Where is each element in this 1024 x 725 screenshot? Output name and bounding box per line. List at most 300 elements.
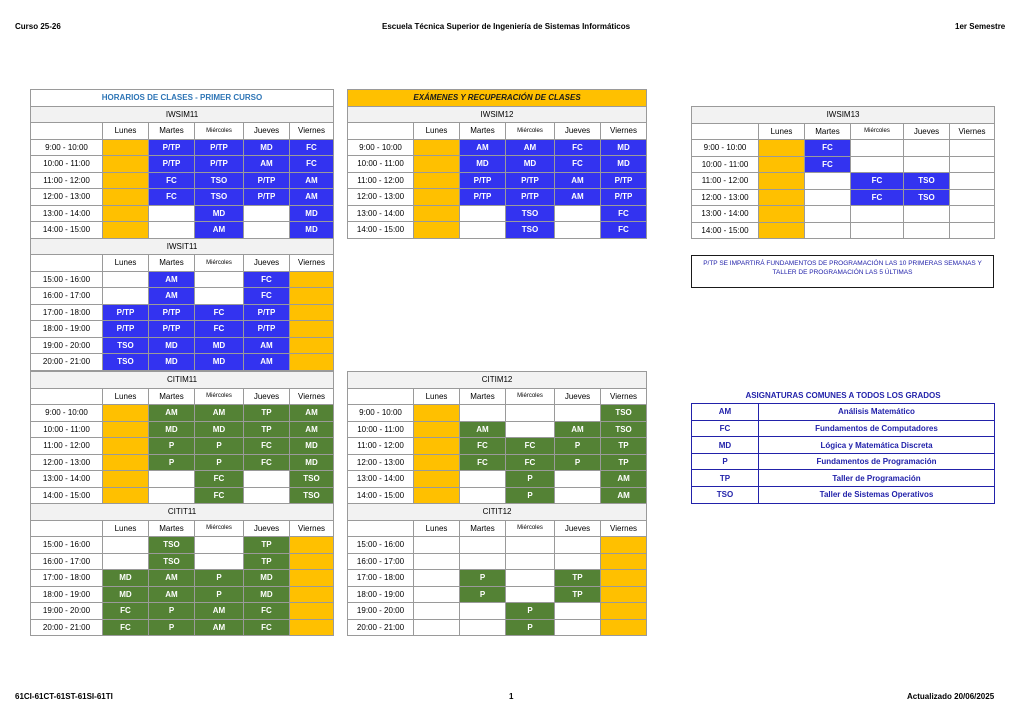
class-cell	[195, 271, 244, 288]
class-cell: P/TP	[149, 139, 195, 156]
group-header-row	[31, 372, 334, 389]
class-cell: FC	[195, 304, 244, 321]
time-slot-row	[31, 553, 334, 570]
day-header: Jueves	[244, 255, 290, 272]
class-cell: AM	[149, 271, 195, 288]
class-cell	[506, 405, 555, 422]
class-cell: MD	[290, 438, 334, 455]
time-slot: 13:00 - 14:00	[31, 205, 103, 222]
schedule-block-iwsim12	[347, 89, 647, 239]
class-cell	[195, 553, 244, 570]
class-cell: FC	[149, 172, 195, 189]
class-cell: P/TP	[149, 304, 195, 321]
class-cell: FC	[460, 454, 506, 471]
class-cell	[555, 405, 601, 422]
time-slot-row	[31, 271, 334, 288]
class-cell: P	[195, 586, 244, 603]
class-cell	[414, 222, 460, 239]
class-cell: FC	[851, 189, 904, 206]
class-cell: AM	[290, 172, 334, 189]
legend-code: TP	[692, 470, 759, 487]
day-header: Viernes	[601, 388, 647, 405]
class-cell: TSO	[506, 205, 555, 222]
class-cell	[555, 619, 601, 636]
day-header: Lunes	[414, 388, 460, 405]
time-slot: 13:00 - 14:00	[692, 206, 759, 223]
class-cell: MD	[290, 205, 334, 222]
class-cell: FC	[805, 140, 851, 157]
class-cell	[904, 222, 950, 239]
time-slot-row	[348, 586, 647, 603]
time-slot-row	[31, 537, 334, 554]
time-slot: 13:00 - 14:00	[31, 471, 103, 488]
class-cell	[290, 354, 334, 371]
class-cell	[904, 140, 950, 157]
class-cell: AM	[601, 471, 647, 488]
day-header: Jueves	[904, 123, 950, 140]
class-cell	[103, 537, 149, 554]
time-slot: 11:00 - 12:00	[31, 172, 103, 189]
group-name: IWSIM12	[348, 106, 647, 123]
class-cell: TP	[601, 454, 647, 471]
corner-cell	[31, 520, 103, 537]
time-slot: 10:00 - 11:00	[692, 156, 759, 173]
group-name: CITIT12	[348, 504, 647, 521]
class-cell: TSO	[601, 405, 647, 422]
time-slot: 9:00 - 10:00	[348, 405, 414, 422]
schedule-block-iwsim13	[691, 106, 995, 239]
day-header: Viernes	[601, 123, 647, 140]
time-slot: 9:00 - 10:00	[348, 139, 414, 156]
semester: 1er Semestre	[955, 22, 1006, 31]
time-slot-row	[692, 156, 995, 173]
class-cell: P/TP	[506, 172, 555, 189]
class-cell: P	[506, 603, 555, 620]
class-cell: AM	[149, 570, 195, 587]
class-cell	[851, 206, 904, 223]
class-cell: MD	[244, 139, 290, 156]
class-cell	[103, 156, 149, 173]
class-cell	[244, 471, 290, 488]
class-cell: TP	[555, 570, 601, 587]
class-cell: AM	[244, 354, 290, 371]
time-slot-row	[348, 172, 647, 189]
group-header-row	[348, 106, 647, 123]
day-header: Jueves	[555, 520, 601, 537]
class-cell	[414, 586, 460, 603]
class-cell	[290, 553, 334, 570]
time-slot-row	[692, 140, 995, 157]
class-cell: P/TP	[103, 304, 149, 321]
class-cell: P	[555, 454, 601, 471]
legend-row	[692, 487, 995, 504]
time-slot-row	[31, 619, 334, 636]
class-cell	[414, 619, 460, 636]
class-cell	[460, 619, 506, 636]
class-cell: FC	[244, 454, 290, 471]
time-slot-row	[348, 405, 647, 422]
class-cell	[414, 405, 460, 422]
class-cell	[103, 172, 149, 189]
class-cell	[103, 189, 149, 206]
class-cell: P	[195, 454, 244, 471]
time-slot-row	[348, 139, 647, 156]
schedule-block-citim11	[30, 371, 334, 636]
class-cell	[103, 487, 149, 504]
time-slot-row	[31, 471, 334, 488]
course-year: Curso 25-26	[15, 22, 61, 31]
legend-code: AM	[692, 404, 759, 421]
schedule-title: HORARIOS DE CLASES - PRIMER CURSO	[31, 90, 334, 107]
time-slot-row	[348, 205, 647, 222]
class-cell: TSO	[601, 421, 647, 438]
group-name: CITIM11	[31, 372, 334, 389]
class-cell	[460, 553, 506, 570]
time-slot: 15:00 - 16:00	[31, 271, 103, 288]
class-cell: TP	[244, 421, 290, 438]
time-slot: 10:00 - 11:00	[348, 421, 414, 438]
time-slot-row	[31, 570, 334, 587]
class-cell: MD	[601, 156, 647, 173]
class-cell	[950, 156, 995, 173]
corner-cell	[692, 123, 759, 140]
time-slot: 9:00 - 10:00	[31, 405, 103, 422]
corner-cell	[348, 123, 414, 140]
time-slot-row	[31, 288, 334, 305]
class-cell	[601, 570, 647, 587]
class-cell: TSO	[904, 173, 950, 190]
day-header: Jueves	[244, 520, 290, 537]
legend-title: ASIGNATURAS COMUNES A TODOS LOS GRADOS	[692, 387, 995, 404]
class-cell	[149, 487, 195, 504]
legend-subject: Taller de Programación	[759, 470, 995, 487]
class-cell	[103, 553, 149, 570]
time-slot-row	[692, 222, 995, 239]
class-cell	[506, 553, 555, 570]
time-slot: 10:00 - 11:00	[31, 156, 103, 173]
day-header: Viernes	[950, 123, 995, 140]
time-slot-row	[31, 603, 334, 620]
group-header-row	[348, 372, 647, 389]
day-header-row	[348, 123, 647, 140]
legend-code: P	[692, 453, 759, 470]
class-cell	[601, 603, 647, 620]
time-slot: 12:00 - 13:00	[31, 189, 103, 206]
time-slot: 17:00 - 18:00	[31, 304, 103, 321]
class-cell: AM	[195, 603, 244, 620]
time-slot: 11:00 - 12:00	[31, 438, 103, 455]
time-slot: 14:00 - 15:00	[31, 222, 103, 239]
class-cell: AM	[195, 222, 244, 239]
class-cell	[460, 205, 506, 222]
class-cell	[805, 173, 851, 190]
time-slot: 16:00 - 17:00	[31, 553, 103, 570]
time-slot: 20:00 - 21:00	[31, 619, 103, 636]
class-cell	[851, 222, 904, 239]
time-slot: 18:00 - 19:00	[348, 586, 414, 603]
class-cell	[759, 206, 805, 223]
day-header-row	[31, 123, 334, 140]
class-cell	[103, 205, 149, 222]
class-cell	[555, 471, 601, 488]
corner-cell	[348, 520, 414, 537]
class-cell: FC	[103, 619, 149, 636]
time-slot: 17:00 - 18:00	[348, 570, 414, 587]
day-header: Miércoles	[195, 255, 244, 272]
class-cell: P/TP	[506, 189, 555, 206]
time-slot: 9:00 - 10:00	[692, 140, 759, 157]
class-cell: P/TP	[460, 172, 506, 189]
class-cell: TP	[601, 438, 647, 455]
day-header: Lunes	[103, 388, 149, 405]
class-cell	[950, 140, 995, 157]
day-header: Miércoles	[195, 123, 244, 140]
time-slot: 14:00 - 15:00	[348, 487, 414, 504]
group-name: IWSIT11	[31, 238, 334, 255]
time-slot-row	[348, 553, 647, 570]
class-cell: TSO	[103, 337, 149, 354]
class-cell	[950, 206, 995, 223]
class-cell	[414, 189, 460, 206]
class-cell: AM	[195, 405, 244, 422]
day-header: Martes	[460, 388, 506, 405]
time-slot: 9:00 - 10:00	[31, 139, 103, 156]
class-cell	[290, 619, 334, 636]
class-cell: MD	[460, 156, 506, 173]
time-slot-row	[31, 438, 334, 455]
time-slot-row	[692, 173, 995, 190]
day-header: Lunes	[414, 123, 460, 140]
class-cell	[244, 487, 290, 504]
legend-code: TSO	[692, 487, 759, 504]
class-cell	[506, 586, 555, 603]
class-cell	[950, 173, 995, 190]
class-cell: TP	[555, 586, 601, 603]
class-cell: FC	[290, 156, 334, 173]
class-cell: P/TP	[244, 189, 290, 206]
class-cell	[851, 156, 904, 173]
class-cell	[555, 205, 601, 222]
class-cell	[290, 271, 334, 288]
time-slot: 18:00 - 19:00	[31, 321, 103, 338]
day-header: Martes	[805, 123, 851, 140]
day-header: Martes	[149, 255, 195, 272]
day-header: Viernes	[290, 255, 334, 272]
class-cell	[460, 487, 506, 504]
class-cell: FC	[195, 471, 244, 488]
class-cell: P/TP	[195, 139, 244, 156]
day-header-row	[692, 123, 995, 140]
class-cell	[414, 139, 460, 156]
legend-subject: Taller de Sistemas Operativos	[759, 487, 995, 504]
legend-subject: Fundamentos de Computadores	[759, 420, 995, 437]
time-slot-row	[348, 222, 647, 239]
class-cell: TSO	[149, 553, 195, 570]
class-cell: FC	[149, 189, 195, 206]
class-cell: TP	[244, 405, 290, 422]
class-cell	[506, 421, 555, 438]
class-cell: MD	[290, 454, 334, 471]
class-cell	[149, 471, 195, 488]
time-slot-row	[31, 354, 334, 371]
schedule-block-iwsim11	[30, 89, 334, 371]
time-slot: 10:00 - 11:00	[31, 421, 103, 438]
legend-subject: Lógica y Matemática Discreta	[759, 437, 995, 454]
class-cell: AM	[149, 586, 195, 603]
class-cell: MD	[195, 354, 244, 371]
day-header: Jueves	[555, 123, 601, 140]
class-cell: FC	[195, 321, 244, 338]
time-slot-row	[348, 537, 647, 554]
legend-row	[692, 404, 995, 421]
class-cell	[555, 603, 601, 620]
day-header-row	[348, 388, 647, 405]
class-cell	[244, 205, 290, 222]
class-cell	[759, 222, 805, 239]
day-header: Lunes	[103, 255, 149, 272]
class-cell: P/TP	[601, 172, 647, 189]
class-cell: P	[149, 438, 195, 455]
class-cell: TSO	[195, 172, 244, 189]
class-cell: FC	[555, 156, 601, 173]
class-cell: FC	[244, 288, 290, 305]
class-cell: P/TP	[149, 321, 195, 338]
updated-date: Actualizado 20/06/2025	[907, 692, 995, 701]
class-cell: MD	[244, 586, 290, 603]
time-slot-row	[31, 337, 334, 354]
class-cell: FC	[555, 139, 601, 156]
class-cell: AM	[290, 189, 334, 206]
class-cell: FC	[244, 619, 290, 636]
class-cell	[103, 405, 149, 422]
class-cell	[460, 603, 506, 620]
class-cell: TP	[244, 537, 290, 554]
day-header: Viernes	[601, 520, 647, 537]
class-cell	[601, 537, 647, 554]
time-slot: 12:00 - 13:00	[692, 189, 759, 206]
time-slot-row	[348, 438, 647, 455]
class-cell	[103, 288, 149, 305]
day-header: Viernes	[290, 388, 334, 405]
class-cell	[759, 189, 805, 206]
time-slot: 16:00 - 17:00	[348, 553, 414, 570]
subjects-legend	[691, 387, 995, 504]
class-cell	[195, 537, 244, 554]
time-slot-row	[31, 421, 334, 438]
class-cell	[244, 222, 290, 239]
class-cell: FC	[601, 205, 647, 222]
class-cell: MD	[103, 570, 149, 587]
class-cell: TSO	[506, 222, 555, 239]
time-slot: 17:00 - 18:00	[31, 570, 103, 587]
day-header-row	[348, 520, 647, 537]
day-header: Martes	[460, 123, 506, 140]
class-cell: AM	[460, 421, 506, 438]
day-header: Viernes	[290, 123, 334, 140]
legend-subject: Análisis Matemático	[759, 404, 995, 421]
class-cell: MD	[195, 205, 244, 222]
class-cell: MD	[506, 156, 555, 173]
class-cell: P/TP	[244, 172, 290, 189]
class-cell	[601, 586, 647, 603]
time-slot-row	[348, 603, 647, 620]
class-cell: FC	[805, 156, 851, 173]
class-cell	[103, 222, 149, 239]
day-header: Martes	[149, 520, 195, 537]
group-name: CITIM12	[348, 372, 647, 389]
class-cell: MD	[244, 570, 290, 587]
class-cell: AM	[555, 172, 601, 189]
class-cell	[414, 570, 460, 587]
time-slot-row	[348, 619, 647, 636]
legend-row	[692, 470, 995, 487]
class-cell: MD	[103, 586, 149, 603]
class-cell: MD	[195, 421, 244, 438]
class-cell	[290, 537, 334, 554]
time-slot-row	[31, 172, 334, 189]
time-slot-row	[348, 487, 647, 504]
class-cell: P/TP	[460, 189, 506, 206]
class-cell	[414, 438, 460, 455]
day-header: Jueves	[244, 388, 290, 405]
class-cell: AM	[555, 421, 601, 438]
class-cell: P/TP	[244, 321, 290, 338]
class-cell: AM	[506, 139, 555, 156]
class-cell	[414, 421, 460, 438]
school-name: Escuela Técnica Superior de Ingeniería de Sistemas Informáticos	[382, 22, 631, 31]
class-cell: P	[506, 619, 555, 636]
corner-cell	[31, 123, 103, 140]
class-cell: FC	[851, 173, 904, 190]
legend-code: FC	[692, 420, 759, 437]
class-cell	[103, 438, 149, 455]
class-cell: P	[555, 438, 601, 455]
time-slot: 19:00 - 20:00	[31, 603, 103, 620]
time-slot-row	[31, 139, 334, 156]
class-cell: P	[149, 454, 195, 471]
exams-title: EXÁMENES Y RECUPERACIÓN DE CLASES	[348, 90, 647, 107]
time-slot-row	[31, 304, 334, 321]
class-cell: P/TP	[244, 304, 290, 321]
time-slot-row	[31, 405, 334, 422]
class-cell: FC	[506, 454, 555, 471]
class-cell: TSO	[904, 189, 950, 206]
class-cell	[805, 222, 851, 239]
class-cell: AM	[601, 487, 647, 504]
class-cell	[506, 537, 555, 554]
time-slot-row	[31, 156, 334, 173]
time-slot: 19:00 - 20:00	[348, 603, 414, 620]
class-cell: FC	[103, 603, 149, 620]
class-cell	[950, 189, 995, 206]
class-cell: P/TP	[103, 321, 149, 338]
class-cell	[950, 222, 995, 239]
class-cell: P/TP	[149, 156, 195, 173]
time-slot: 11:00 - 12:00	[348, 438, 414, 455]
class-cell: MD	[149, 337, 195, 354]
class-cell: AM	[195, 619, 244, 636]
time-slot-row	[692, 189, 995, 206]
legend-subject: Fundamentos de Programación	[759, 453, 995, 470]
class-cell: P/TP	[195, 156, 244, 173]
class-cell: P	[149, 603, 195, 620]
class-cell: MD	[149, 421, 195, 438]
class-cell	[290, 304, 334, 321]
page-number: 1	[509, 692, 514, 701]
class-cell	[555, 553, 601, 570]
class-cell	[506, 570, 555, 587]
day-header: Lunes	[759, 123, 805, 140]
